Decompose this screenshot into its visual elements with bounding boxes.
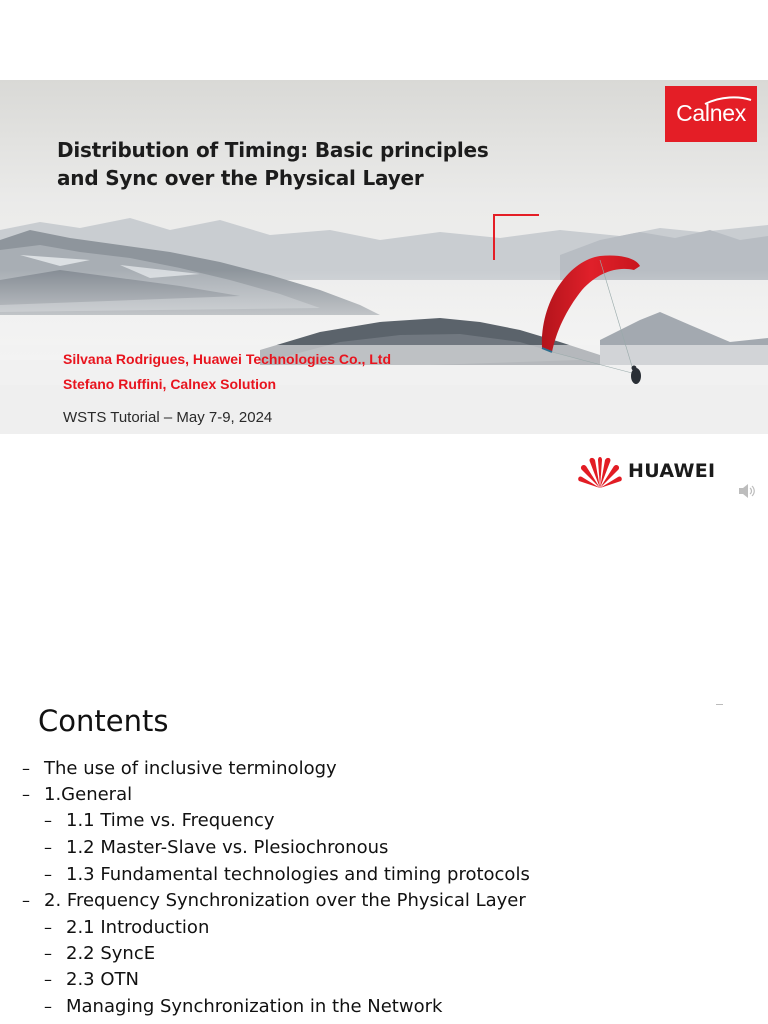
list-item <box>44 994 442 1020</box>
author-line: Silvana Rodrigues, Huawei Technologies Co., Ltd <box>63 351 392 367</box>
huawei-petal-icon <box>578 454 622 490</box>
list-item <box>44 808 275 834</box>
divider <box>716 704 723 705</box>
list-item-text: 1.General <box>44 784 133 805</box>
bullet-dash: – <box>44 811 52 830</box>
bullet-dash: – <box>44 997 52 1016</box>
slide-title-line: and Sync over the Physical Layer <box>57 166 424 190</box>
huawei-logo-text: HUAWEI <box>628 460 716 482</box>
huawei-logo <box>578 454 738 490</box>
calnex-logo <box>665 86 757 142</box>
list-item-text: 1.2 Master-Slave vs. Plesiochronous <box>66 837 389 858</box>
title-slide <box>0 80 768 434</box>
list-item <box>44 835 388 861</box>
list-item-text: 1.1 Time vs. Frequency <box>66 810 275 831</box>
event-line: WSTS Tutorial – May 7-9, 2024 <box>63 409 273 426</box>
list-item <box>44 967 139 993</box>
list-item-text: 1.3 Fundamental technologies and timing protocols <box>66 864 530 885</box>
bullet-dash: – <box>44 970 52 989</box>
red-corner-accent <box>493 214 541 262</box>
calnex-logo-text: Calnex <box>676 100 746 126</box>
bullet-dash: – <box>44 838 52 857</box>
list-item-text: 2.2 SyncE <box>66 943 156 964</box>
list-item <box>44 941 155 967</box>
bullet-dash: – <box>22 891 30 910</box>
speaker-icon[interactable] <box>738 483 756 499</box>
bullet-dash: – <box>44 918 52 937</box>
bullet-dash: – <box>44 944 52 963</box>
list-item <box>44 862 530 888</box>
authors <box>63 347 391 397</box>
slide-title-line: Distribution of Timing: Basic principles <box>57 138 489 162</box>
list-item-text: 2. Frequency Synchronization over the Physical Layer <box>44 890 526 911</box>
contents-heading: Contents <box>38 704 169 738</box>
bullet-dash: – <box>44 865 52 884</box>
list-item-text: Managing Synchronization in the Network <box>66 996 443 1017</box>
list-item-text: 2.3 OTN <box>66 969 139 990</box>
slide-title <box>57 136 577 192</box>
list-item-text: The use of inclusive terminology <box>44 758 337 779</box>
list-item <box>22 756 337 782</box>
list-item-text: 2.1 Introduction <box>66 917 210 938</box>
author-line: Stefano Ruffini, Calnex Solution <box>63 376 277 392</box>
list-item <box>22 782 132 808</box>
list-item <box>44 915 209 941</box>
bullet-dash: – <box>22 759 30 778</box>
bullet-dash: – <box>22 785 30 804</box>
list-item <box>22 888 526 914</box>
